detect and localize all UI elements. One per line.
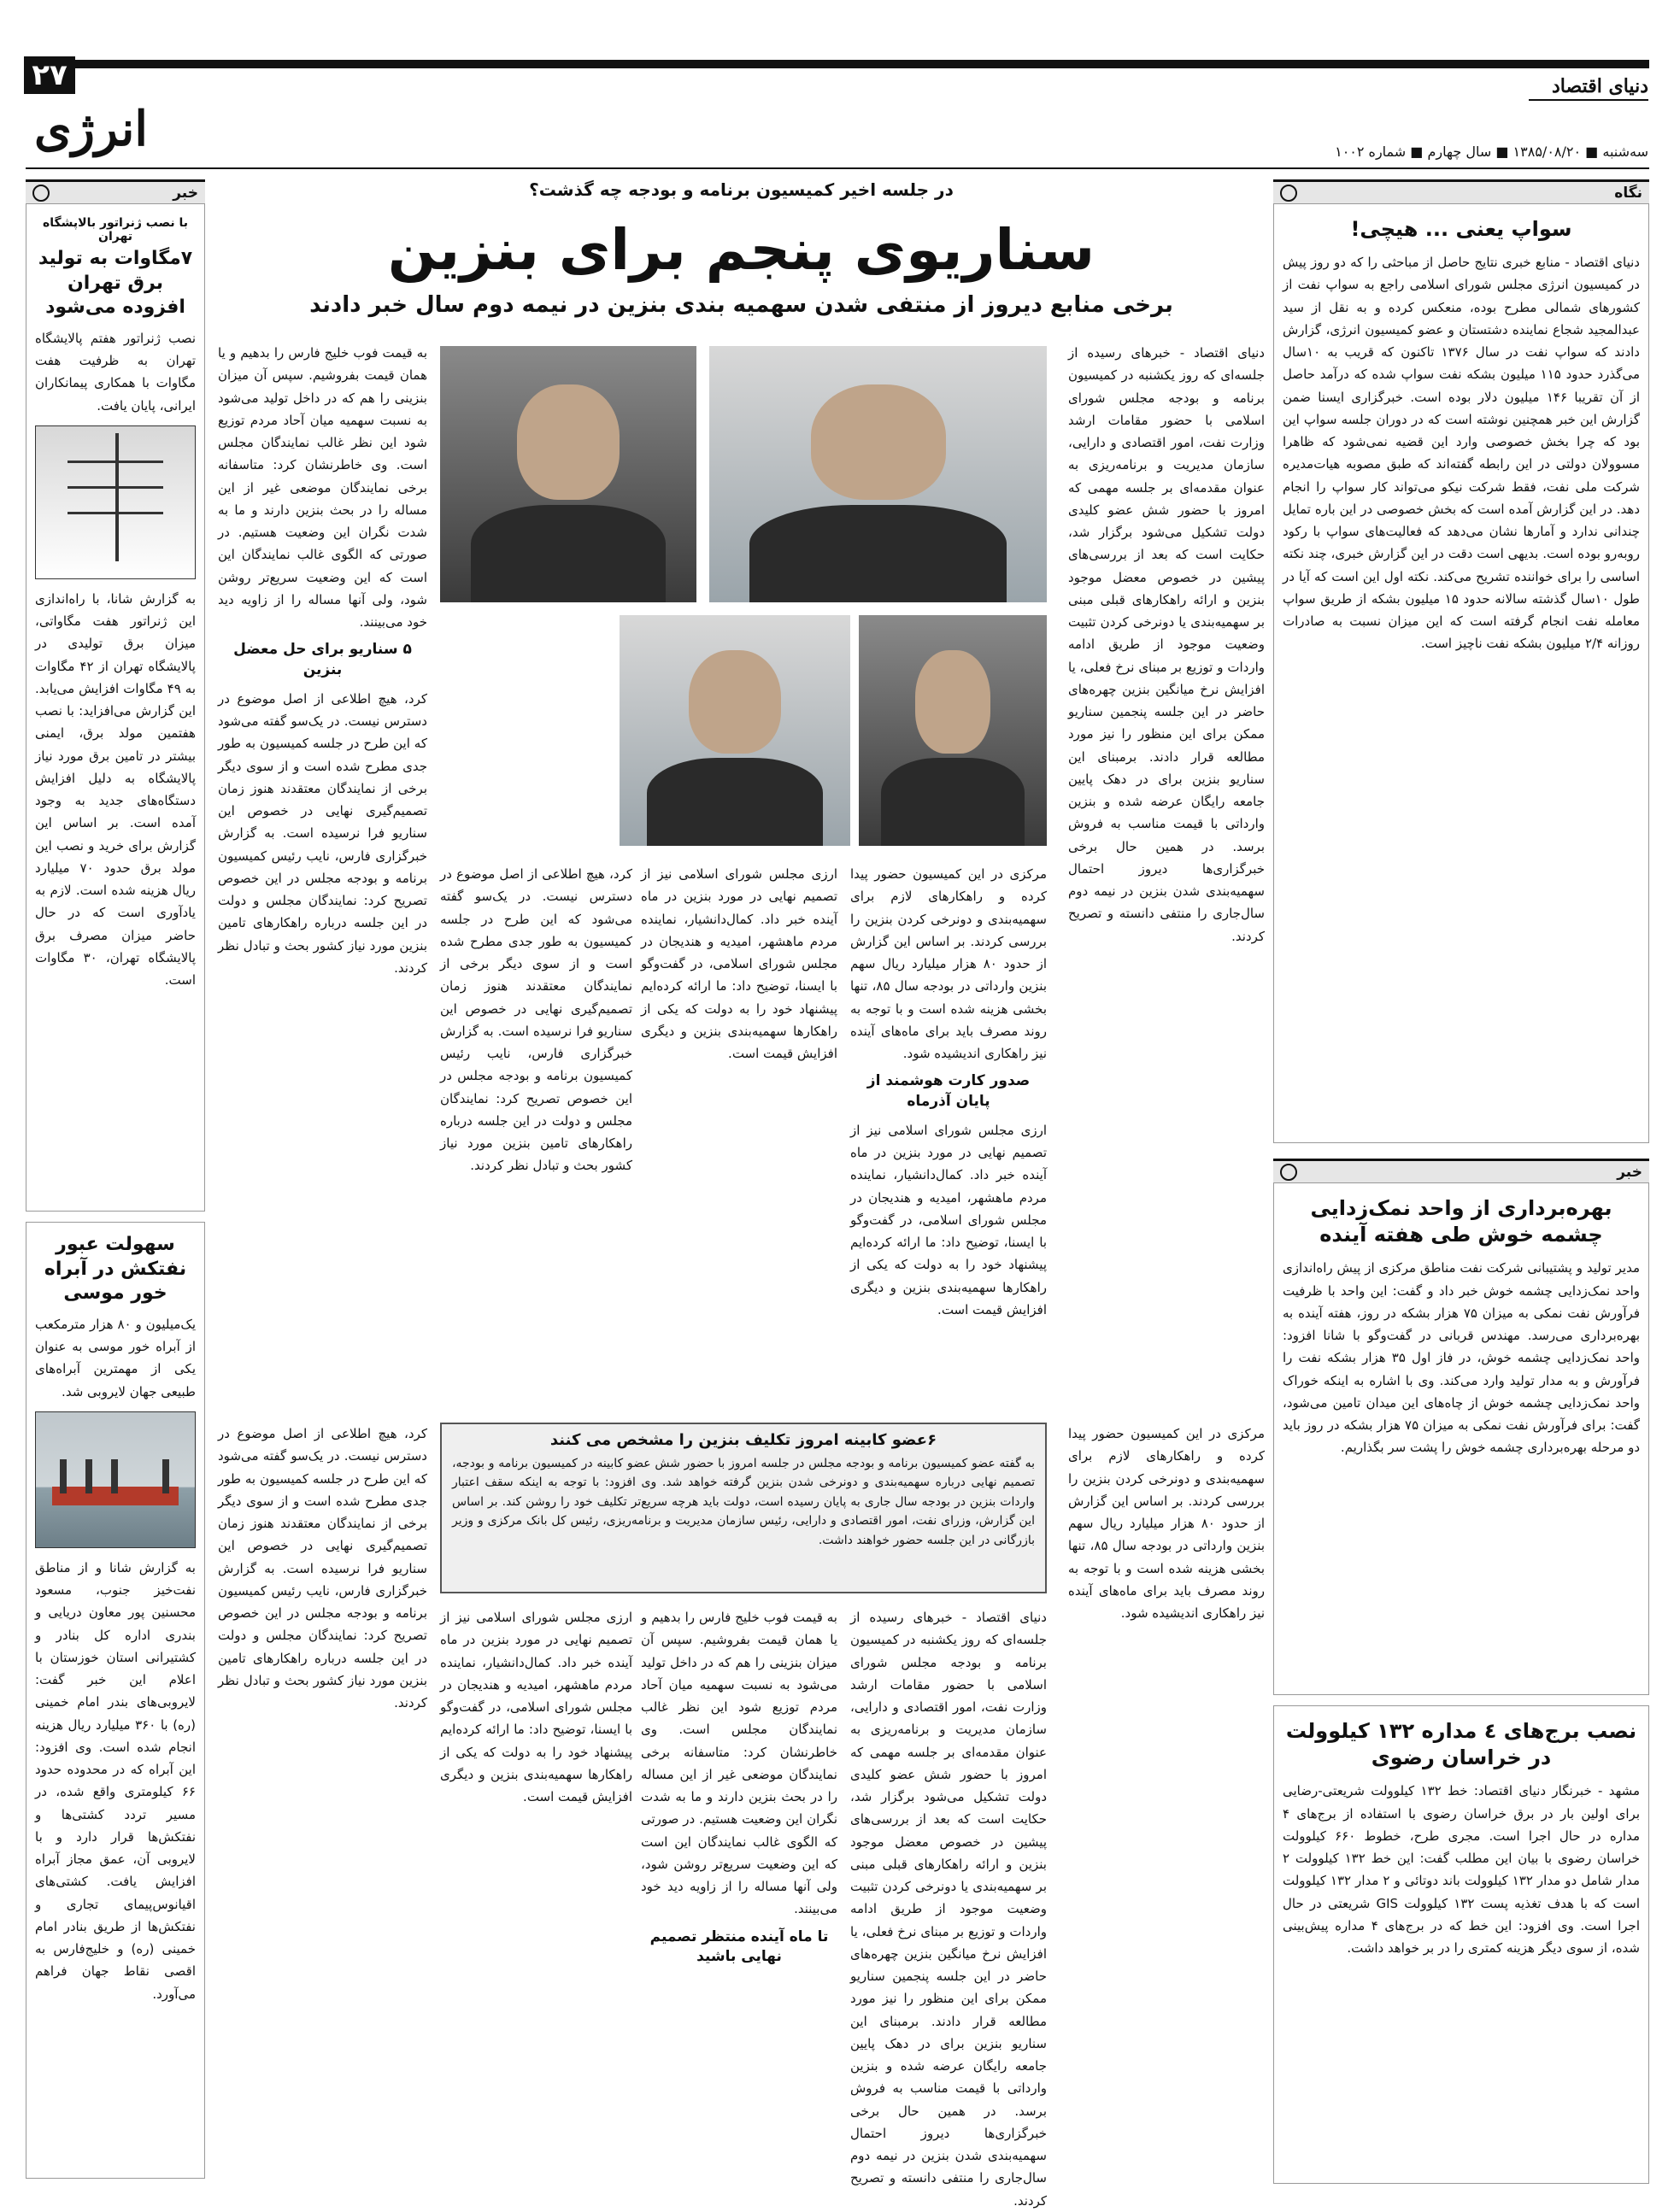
- waterway-body: به گزارش شانا و از مناطق نفت‌خیز جنوب، مسعود محسنین پور معاون دریایی و بندری اداره کل بنادر و کشتیرانی استان خوزستان با اعلام این خبر گفت: لایروبی‌های بندر امام خمینی (ره) با ۳۶۰ میلیارد ریال هزینه انجام شده است. وی افزود: این آبراه که در محدوده حدود ۶۶ کیلومتری واقع شده، در مسیر تردد کشتی‌ها و نفتکش‌ها قرار دارد و با لایروبی آن، عمق مجاز آبراه افزایش یافت. کشتی‌های اقیانوس‌پیمای تجاری و نفتکش‌ها از طریق بنادر امام خمینی (ره) و خلیج‌فارس به اقصی نقاط جهان فراهم می‌آورد.: [35, 1559, 196, 2002]
- lower-col-b-text: به قیمت فوب خلیج فارس را بدهیم و یا همان قیمت بفروشیم. سپس آن میزان بنزینی را هم که در داخل تولید می‌شود به نسبت سهمیه میان آحاد مردم توزیع شود این نظر غالب نمایندگان مجلس است. وی خاطرنشان کرد: متاسفانه برخی نمایندگان موضعی غیر از این مساله را در بحث بنزین دارند و ما به شدت نگران این وضعیت هستیم. در صورتی که الگوی غالب نمایندگان این است که این وضعیت سریع‌تر روشن شود، ولی آنها مساله را از زاویه دید خود می‌بینند.: [641, 1610, 837, 1917]
- page-number: ۲۷: [24, 56, 75, 94]
- swap-text: دنیای اقتصاد - منابع خبری نتایج حاصل از مباحثی را که دو روز پیش در کمیسیون انرژی مجلس شورای اسلامی راجع به سواپ نفت از کشورهای شمالی مطرح بوده، منعکس کرده و به نقل از سید عبدالمجید شجاع نماینده دشتستان و عضو کمیسیون انرژی، گزارش دادند که سواپ نفت در سال ۱۳۷۶ تاکنون که قریب به ۱۰سال می‌گذرد حدود ۱۱۵ میلیون بشکه نفت سواپ شده که درآمد حاصل از آن تقریبا ۱۴۶ میلیون دلار بوده است. خبرگزاری ایسنا ضمن گزارش این خبر همچنین نوشته است که در دوران جلسه سواپ این بود که چرا بخش خصوصی وارد این قضیه نمی‌شود که ظاهرا مسوولان دولتی در این رابطه گفته‌اند که طبق مصوبه هیات‌مدیره شرکت ملی نفت، فقط شرکت نیکو می‌تواند کار سواپ را انجام دهد. در این گزارش آمده است که بخش خصوصی در این باره تمایل چندانی ندارد و آمارها نشان می‌دهد که فعالیت‌های سواپ با رکود روبه‌رو بوده است. بدیهی است دقت در این گزارش خبری، چند نکته اساسی را برای خواننده تشریح می‌کند. نکته اول این است که آیا در طول ۱۰سال گذشته سالانه حدود ۱۵ میلیون بشکه از طریق سواپ معامله نفت انجام گرفته است که این میزان نسبت به صادرات روزانه ۲/۴ میلیون بشکه نفت ناچیز است.: [1283, 255, 1640, 652]
- refinery-lead: نصب ژنراتور هفتم پالایشگاه تهران به ظرفیت هفت مگاوات با همکاری پیمانکاران ایرانی، پایان یافت.: [35, 330, 196, 414]
- waterway-article: [26, 1222, 205, 2179]
- refinery-article: [26, 203, 205, 1212]
- main-column-1: دنیای اقتصاد - خبرهای رسیده از جلسه‌ای که روز یکشنبه در کمیسیون برنامه و بودجه مجلس شورای اسلامی با حضور مقامات ارشد وزارت نفت، امور اقتصادی و دارایی، سازمان مدیریت و برنامه‌ریزی به عنوان مقدمه‌ای بر جلسه مهمی که امروز با حضور شش عضو کلیدی دولت تشکیل می‌شود برگزار شد، حکایت است که بعد از بررسی‌های پیشین در خصوص معضل موجود بنزین و ارائه راهکارهای قبلی مبنی بر سهمیه‌بندی یا دونرخی کردن تثبیت وضعیت موجود از طریق ادامه واردات و توزیع بر مبنای نرخ فعلی، یا افزایش نرخ میانگین بنزین چهره‌های حاضر در این جلسه پنجمین سناریو ممکن برای این منظور را نیز مورد مطالعه قرار دادند. برمبنای این سناریو بنزین برای در دهک پایین جامعه رایگان عرضه شده و بنزین وارداتی با قیمت مناسب به فروش برسد. در همین حال برخی خبرگزاری‌ها دیروز احتمال سهمیه‌بندی شدن بنزین در نیمه دوم سال‌جاری را منتفی دانسته و تصریح کردند.: [1068, 345, 1265, 944]
- main-column-4: ارزی مجلس شورای اسلامی نیز از تصمیم نهایی در مورد بنزین در ماه آینده خبر داد. کمال‌دانشیار، نماینده مردم ماهشهر، امیدیه و هندیجان در مجلس شورای اسلامی، در گفت‌وگو با ایسنا، توضیح داد: ما ارائه کرده‌ایم پیشنهاد خود را به دولت که یکی از راهکارها سهمیه‌بندی بنزین و دیگری افزایش قیمت است.: [641, 866, 837, 1061]
- main-column-5b: کرد، هیچ اطلاعی از اصل موضوع در دسترس نیست. در یک‌سو گفته می‌شود که این طرح در جلسه کمیسیون به طور جدی مطرح شده است و از سوی دیگر برخی از نمایندگان معتقدند هنوز زمان تصمیم‌گیری نهایی در خصوص این سناریو فرا نرسیده است. به گزارش خبرگزاری فارس، نایب رئیس کمیسیون برنامه و بودجه مجلس در این خصوص تصریح کرد: نمایندگان مجلس و دولت در این جلسه درباره راهکارهای تامین بنزین مورد نیاز کشور بحث و تبادل نظر کردند.: [218, 690, 427, 976]
- power-tower-photo: [35, 425, 196, 579]
- main-column-5-wrap: [218, 342, 427, 1410]
- towers-text: مشهد - خبرنگار دنیای اقتصاد: خط ۱۳۲ کیلوولت شریعتی-رضایی برای اولین بار در برق خراسان رضوی با استفاده از برج‌های ۴ مداره در حال اجرا است. مجری طرح، خطوط ۶۶۰ کیلوولت خراسان رضوی با بیان این مطلب گفت: این خط ۱۳۲ کیلوولت ۲ مدار شامل دو مدار ۱۳۲ کیلوولت باند دوتائی و ۲ مدار ۱۳۲ کیلوولت است که با هدف تغذیه پست ۱۳۲ کیلوولت GIS شریعتی در حال اجرا است. وی افزود: این خط که در برج‌های ۴ مداره پیش‌بینی شده، از سوی دیگر هزینه کمتری را در بر خواهد داشت.: [1283, 1783, 1641, 1957]
- news-label: خبر: [1617, 1163, 1642, 1181]
- waterway-lead: یک‌میلیون و ۸۰ هزار مترمکعب از آبراه خور موسی به عنوان یکی از مهمترین آبراه‌های طبیعی جهان لایروبی شد.: [35, 1316, 196, 1399]
- right-column: [1273, 179, 1649, 2170]
- main-column-5: به قیمت فوب خلیج فارس را بدهیم و یا همان قیمت بفروشیم. سپس آن میزان بنزینی را هم که در داخل تولید می‌شود به نسبت سهمیه میان آحاد مردم توزیع شود این نظر غالب نمایندگان مجلس است. وی خاطرنشان کرد: متاسفانه برخی نمایندگان موضعی غیر از این مساله را در بحث بنزین دارند و ما به شدت نگران این وضعیت هستیم. در صورتی که الگوی غالب نمایندگان این است که این وضعیت سریع‌تر روشن شود، ولی آنها مساله را از زاویه دید خود می‌بینند.: [218, 345, 427, 630]
- news-box-header: [1273, 1159, 1649, 1182]
- towers-article: [1273, 1705, 1649, 2184]
- main-column-3-wrap: [850, 863, 1047, 1410]
- lower-col-d: کرد، هیچ اطلاعی از اصل موضوع در دسترس نیست. در یک‌سو گفته می‌شود که این طرح در جلسه کمیسیون به طور جدی مطرح شده است و از سوی دیگر برخی از نمایندگان معتقدند هنوز زمان تصمیم‌گیری نهایی در خصوص این سناریو فرا نرسیده است. به گزارش خبرگزاری فارس، نایب رئیس کمیسیون برنامه و بودجه مجلس در این خصوص تصریح کرد: نمایندگان مجلس و دولت در این جلسه درباره راهکارهای تامین بنزین مورد نیاز کشور بحث و تبادل نظر کردند.: [218, 1426, 427, 1710]
- official-photo-2: [440, 346, 696, 602]
- top-rule: [26, 60, 1649, 68]
- towers-title: نصب برج‌های ٤ مداره ١٣٢ کیلوولت در خراسان رضوی: [1285, 1719, 1637, 1770]
- header-divider: [26, 167, 1649, 169]
- globe-icon: [1280, 185, 1297, 202]
- opinion-label: نگاه: [1614, 184, 1642, 202]
- tanker-ship-photo: [35, 1411, 196, 1548]
- subhead-final-decision: تا ماه آینده منتظر تصمیم نهایی باشید: [649, 1927, 829, 1966]
- lower-col-c: ارزی مجلس شورای اسلامی نیز از تصمیم نهایی در مورد بنزین در ماه آینده خبر داد. کمال‌دانشیار، نماینده مردم ماهشهر، امیدیه و هندیجان در مجلس شورای اسلامی، در گفت‌وگو با ایسنا، توضیح داد: ما ارائه کرده‌ایم پیشنهاد خود را به دولت که یکی از راهکارها سهمیه‌بندی بنزین و دیگری افزایش قیمت است.: [440, 1610, 632, 1804]
- official-photo-3: [859, 615, 1047, 846]
- main-column-3b: ارزی مجلس شورای اسلامی نیز از تصمیم نهایی در مورد بنزین در ماه آینده خبر داد. کمال‌دانشیار، نماینده مردم ماهشهر، امیدیه و هندیجان در مجلس شورای اسلامی، در گفت‌وگو با ایسنا، توضیح داد: ما ارائه کرده‌ایم پیشنهاد خود را به دولت که یکی از راهکارها سهمیه‌بندی بنزین و دیگری افزایش قیمت است.: [850, 1122, 1047, 1317]
- left-box-header: [26, 179, 205, 203]
- main-subtitle: برخی منابع دیروز از منتفی شدن سهمیه بندی بنزین در نیمه دوم سال خبر دادند: [309, 292, 1173, 318]
- desalting-text: مدیر تولید و پشتیبانی شرکت نفت مناطق مرکزی از پیش راه‌اندازی واحد نمک‌زدایی چشمه خوش خبر داد و گفت: این واحد با ظرفیت فرآورش نفت نمکی به میزان ۷۵ هزار بشکه در روز، هفته آینده به بهره‌برداری می‌رسد. مهندس قربانی در گفت‌وگو با شانا افزود: واحد نمک‌زدایی چشمه خوش، در فاز اول ۳۵ هزار بشکه نفت را فرآورش و به مدار تولید وارد می‌کند. وی با اشاره به اینکه خوراک واحد نمک‌زدایی چشمه خوش از چاه‌های این میدان تامین می‌شود، گفت: برای فرآورش نفت نمکی به میزان ۷۵ هزار بشکه در روز باید دو مرحله بهره‌برداری چشمه خوش را پشت سر بگذاریم.: [1283, 1260, 1640, 1456]
- issue-line: سه‌شنبه ■ ۱۳۸۵/۰۸/۲۰ ■ سال چهارم ■ شماره ۱۰۰۲: [1335, 144, 1648, 160]
- refinery-kicker: با نصب ژنراتور بالاپشگاه تهران: [42, 216, 189, 243]
- main-column-1-lower: مرکزی در این کمیسیون حضور پیدا کرده و راهکارهای لازم برای سهمیه‌بندی و دونرخی کردن بنزین را بررسی کردند. بر اساس این گزارش از حدود ۸۰ هزار میلیارد ریال سهم بنزین وارداتی در بودجه سال ۸۵، تنها بخشی هزینه شده است و با توجه به روند مصرف باید برای ماه‌های آینده نیز راهکاری اندیشیده شود.: [1068, 1426, 1266, 1621]
- lower-col-b: [641, 1606, 837, 2166]
- refinery-title: ۷مگاوات به تولید برق تهران افزوده می‌شود: [38, 248, 193, 319]
- newspaper-logo: دنیای اقتصاد: [1529, 75, 1648, 101]
- main-article: [218, 179, 1266, 2209]
- main-column-2: کرد، هیچ اطلاعی از اصل موضوع در دسترس نیست. در یک‌سو گفته می‌شود که این طرح در جلسه کمیسیون به طور جدی مطرح شده است و از سوی دیگر برخی از نمایندگان معتقدند هنوز زمان تصمیم‌گیری نهایی در خصوص این سناریو فرا نرسیده است. به گزارش خبرگزاری فارس، نایب رئیس کمیسیون برنامه و بودجه مجلس در این خصوص تصریح کرد: نمایندگان مجلس و دولت در این جلسه درباره راهکارهای تامین بنزین مورد نیاز کشور بحث و تبادل نظر کردند.: [440, 866, 632, 1174]
- section-title: انرژی: [34, 101, 148, 157]
- lower-col-a-text: دنیای اقتصاد - خبرهای رسیده از جلسه‌ای که روز یکشنبه در کمیسیون برنامه و بودجه مجلس شورای اسلامی با حضور مقامات ارشد وزارت نفت، امور اقتصادی و دارایی، سازمان مدیریت و برنامه‌ریزی به عنوان مقدمه‌ای بر جلسه مهمی که امروز با حضور شش عضو کلیدی دولت تشکیل می‌شود برگزار شد، حکایت است که بعد از بررسی‌های پیشین در خصوص معضل موجود بنزین و ارائه راهکارهای قبلی مبنی بر سهمیه‌بندی یا دونرخی کردن تثبیت وضعیت موجود از طریق ادامه واردات و توزیع بر مبنای نرخ فعلی، یا افزایش نرخ میانگین بنزین چهره‌های حاضر در این جلسه پنجمین سناریو ممکن برای این منظور را نیز مورد مطالعه قرار دادند. برمبنای این سناریو بنزین برای در دهک پایین جامعه رایگان عرضه شده و بنزین وارداتی با قیمت مناسب به فروش برسد. در همین حال برخی خبرگزاری‌ها دیروز احتمال سهمیه‌بندی شدن بنزین در نیمه دوم سال‌جاری را منتفی دانسته و تصریح کردند.: [850, 1610, 1047, 2209]
- cabinet-box: [440, 1423, 1047, 1593]
- desalting-title: بهره‌برداری از واحد نمک‌زدایی چشمه خوش طی هفته آینده: [1310, 1196, 1612, 1247]
- swap-article: [1273, 203, 1649, 1143]
- opinion-box-header: [1273, 179, 1649, 203]
- swap-title: سواپ یعنی ... هیچی!: [1350, 217, 1572, 241]
- main-title: سناریوی پنجم برای بنزین: [387, 217, 1095, 283]
- subhead-five-scenarios: ۵ سناریو برای حل معضل بنزین: [233, 641, 412, 679]
- official-photo-4: [620, 615, 850, 846]
- refinery-body: به گزارش شانا، با راه‌اندازی این ژنراتور هفت مگاواتی، میزان برق تولیدی در پالایشگاه تهران از ۴۲ مگاوات به ۴۹ مگاوات افزایش می‌یابد. این گزارش می‌افزاید: با نصب هفتمین مولد برق، ایمنی بیشتر در تامین برق مورد نیاز پالایشگاه به دلیل افزایش دستگاه‌های جدید به وجود آمده است. بر اساس این گزارش برای خرید و نصب این مولد برق حدود ۷۰ میلیارد ریال هزینه شده است. لازم به یادآوری است که در حال حاضر میزان مصرف برق پالایشگاه تهران، ۳۰ مگاوات است.: [35, 590, 196, 989]
- waterway-title: سهولت عبور نفتکش در آبراه خور موسی: [44, 1234, 187, 1305]
- left-column: [26, 179, 205, 2170]
- lower-col-a: [850, 1606, 1047, 2209]
- globe-icon: [32, 185, 50, 202]
- main-kicker: در جلسه اخیر کمیسیون برنامه و بودجه چه گذشت؟: [529, 179, 954, 200]
- left-news-label: خبر: [173, 184, 198, 202]
- official-photo-1: [709, 346, 1047, 602]
- desalting-article: [1273, 1182, 1649, 1695]
- cabinet-box-title: ۶عضو کابینه امروز تکلیف بنزین را مشخص می کنند: [549, 1431, 937, 1449]
- subhead-smart-card: صدور کارت هوشمند از پایان آذرماه: [866, 1072, 1031, 1111]
- main-column-3: مرکزی در این کمیسیون حضور پیدا کرده و راهکارهای لازم برای سهمیه‌بندی و دونرخی کردن بنزین را بررسی کردند. بر اساس این گزارش از حدود ۸۰ هزار میلیارد ریال سهم بنزین وارداتی در بودجه سال ۸۵، تنها بخشی هزینه شده است و با توجه به روند مصرف باید برای ماه‌های آینده نیز راهکاری اندیشیده شود.: [850, 866, 1048, 1061]
- globe-icon: [1280, 1164, 1297, 1181]
- cabinet-box-text: به گفته عضو کمیسیون برنامه و بودجه مجلس در جلسه امروز با حضور شش عضو کابینه در کمیسیون برنامه و بودجه، تصمیم نهایی درباره سهمیه‌بندی و دونرخی شدن بنزین گرفته خواهد شد. وی افزود: با توجه به اینکه سقف اعتبار واردات بنزین در بودجه سال جاری به پایان رسیده است، دولت باید هرچه سریع‌تر تکلیف خود را روشن کند. بر اساس این گزارش، وزرای نفت، امور اقتصادی و دارایی، رئیس سازمان مدیریت و برنامه‌ریزی، رئیس کل بانک مرکزی و وزیر بازرگانی در این جلسه حضور خواهند داشت.: [452, 1457, 1035, 1547]
